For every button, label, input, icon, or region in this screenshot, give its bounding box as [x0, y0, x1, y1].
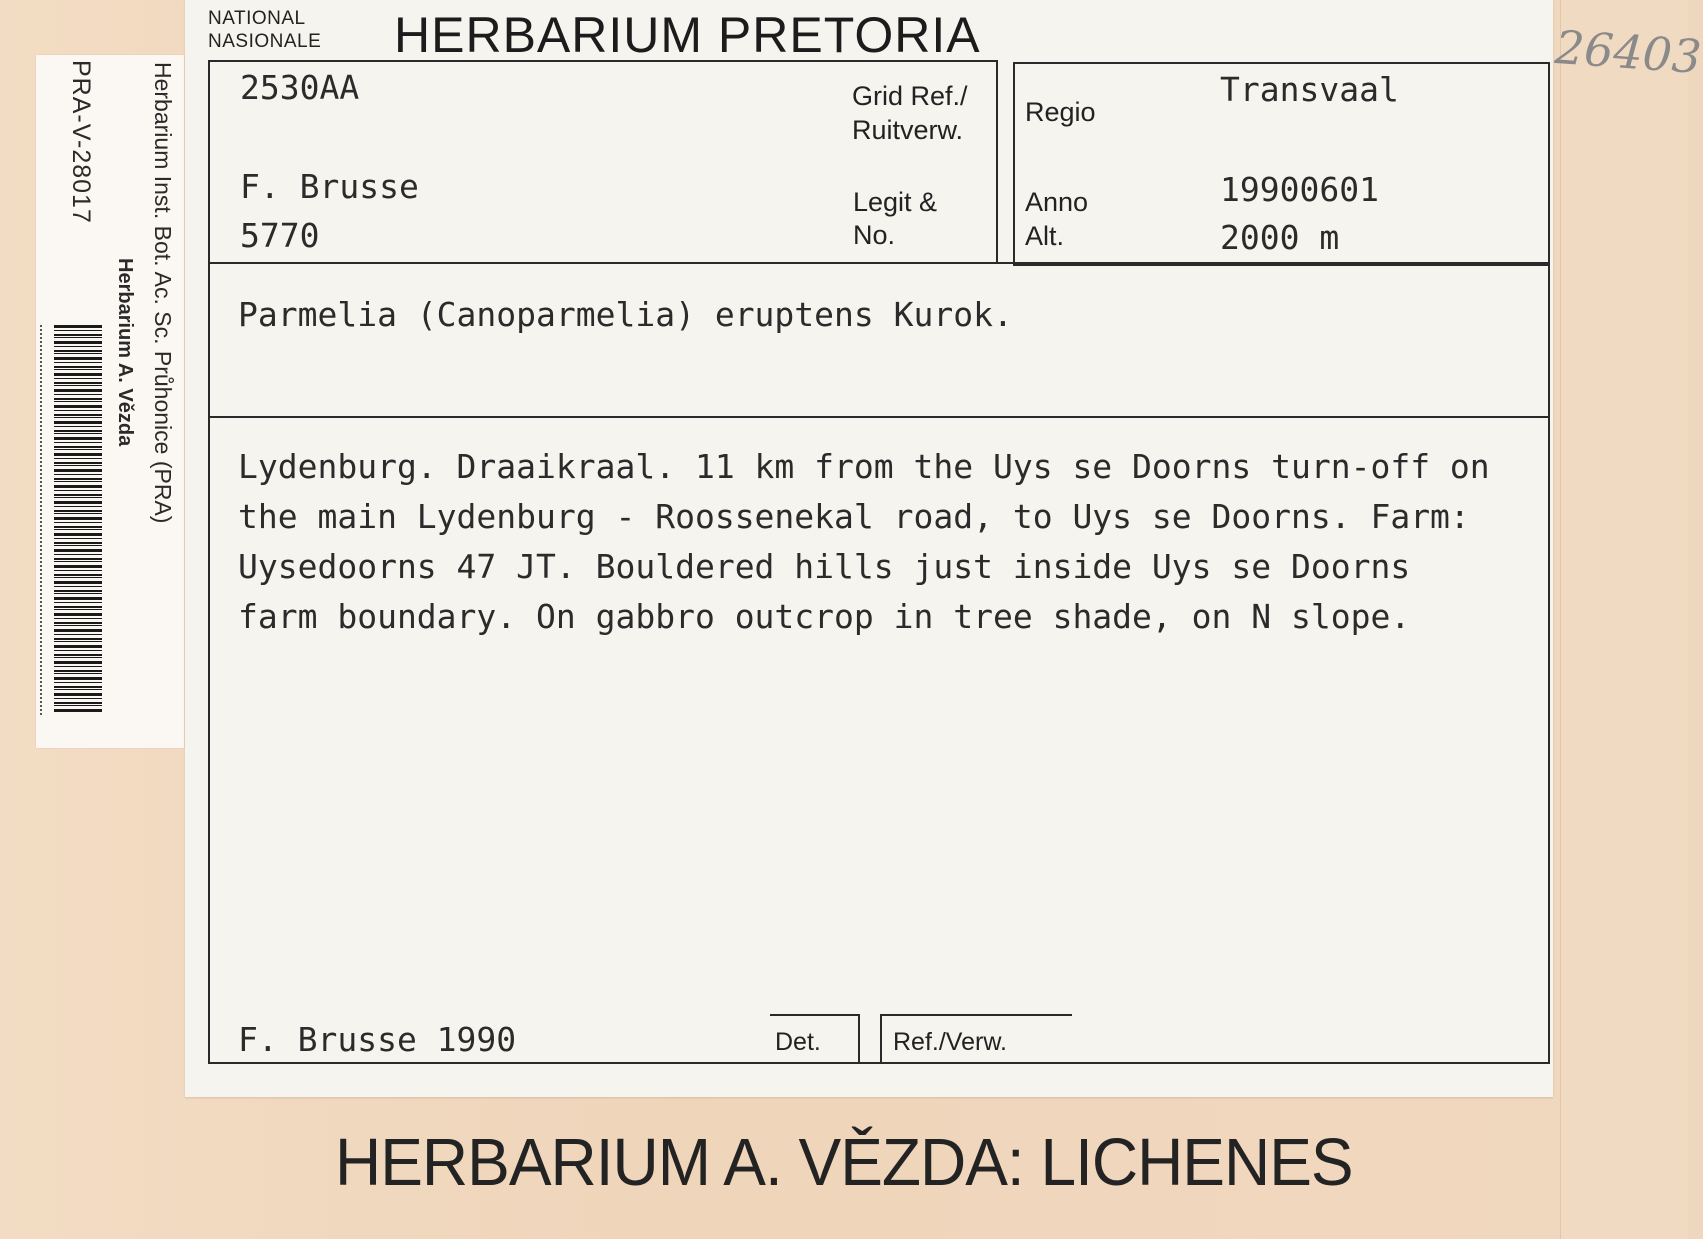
locality-line: Uysedoorns 47 JT. Bouldered hills just inside Uys se Doorns — [238, 547, 1411, 586]
ref-label: Ref./Verw. — [893, 1028, 1007, 1056]
barcode-dotted-edge — [40, 325, 42, 715]
legit-label-2: No. — [853, 220, 896, 250]
locality-line: the main Lydenburg - Roossenekal road, to Uys se Doorns. Farm: — [238, 497, 1470, 536]
year-label: Anno — [1025, 187, 1089, 217]
grid-ref-value: 2530AA — [240, 68, 360, 107]
locality-line: Lydenburg. Draaikraal. 11 km from the Uys se Doorns turn-off on — [238, 447, 1490, 486]
altitude-label: Alt. — [1025, 221, 1065, 251]
grid-ref-label-2: Ruitverw. — [852, 115, 964, 145]
determiner: F. Brusse 1990 — [238, 1020, 517, 1059]
altitude-value: 2000 m — [1220, 218, 1340, 257]
grid-ref-label-1: Grid Ref./ — [852, 81, 968, 111]
locality-description — [238, 442, 1538, 642]
region-value: Transvaal — [1220, 70, 1399, 109]
taxon-divider — [208, 416, 1548, 418]
specimen-id: PRA-V-28017 — [67, 60, 95, 224]
collector-number: 5770 — [240, 216, 320, 255]
barcode — [54, 325, 102, 713]
sticker-institution: Herbarium Inst. Bot. Ac. Sc. Průhonice (PRA) — [150, 62, 176, 524]
region-label: Regio — [1025, 97, 1096, 127]
year-value: 19900601 — [1220, 170, 1379, 209]
handwritten-accession-number: 26403 — [1553, 19, 1703, 85]
header-nasionale: NASIONALE — [208, 31, 322, 52]
legit-label-1: Legit & — [853, 187, 938, 217]
header-national: NATIONAL — [208, 8, 306, 29]
sticker-collection: Herbarium A. Vězda — [114, 258, 136, 447]
det-label: Det. — [775, 1028, 821, 1056]
kraft-right-strip — [1560, 0, 1688, 1239]
locality-line: farm boundary. On gabbro outcrop in tree shade, on N slope. — [238, 597, 1411, 636]
collection-stamp: HERBARIUM A. VĚZDA: LICHENES — [335, 1124, 1353, 1200]
main-box — [208, 262, 1550, 1064]
taxon-name: Parmelia (Canoparmelia) eruptens Kurok. — [238, 295, 1013, 334]
collector-name: F. Brusse — [240, 167, 419, 206]
header-title: HERBARIUM PRETORIA — [394, 7, 981, 63]
